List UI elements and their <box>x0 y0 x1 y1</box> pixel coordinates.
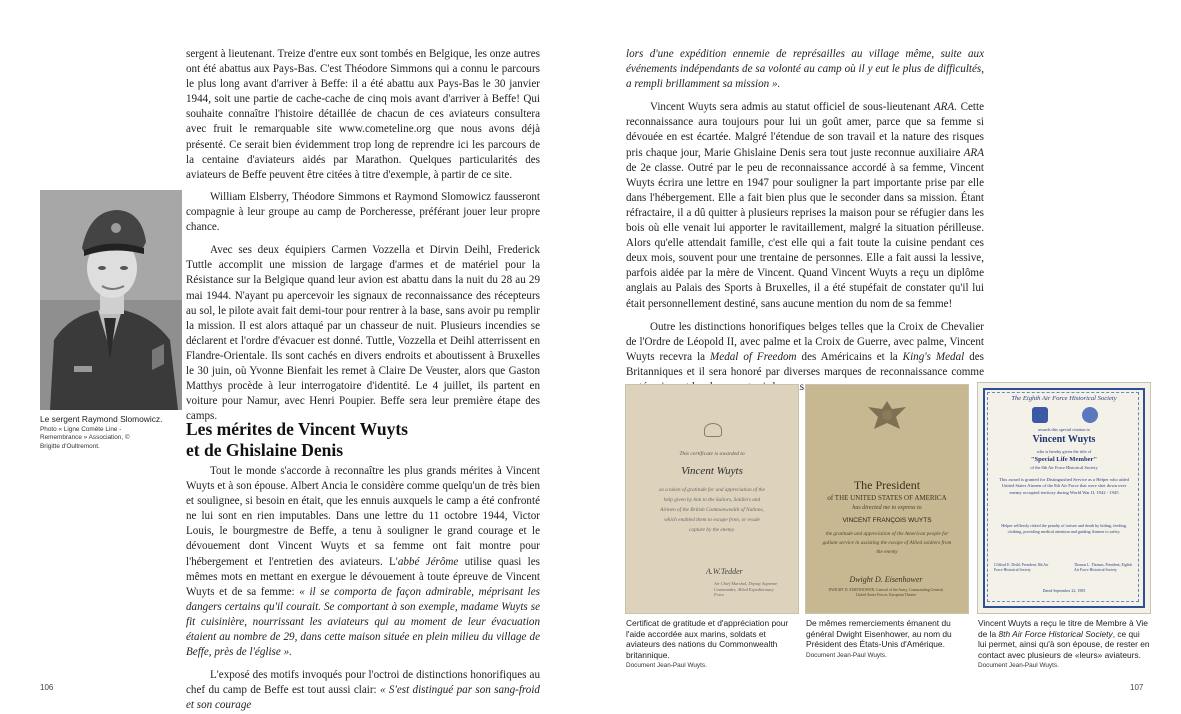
doc3-caption: Vincent Wuyts a reçu le titre de Membre à Vie de la 8th Air Force Historical Society, ce qui lui permet, ainsi qu'à son épouse, de rester en contact avec plusieurs de «leurs» aviateurs. Document Jean-Paul Wuyts. <box>978 618 1150 670</box>
photo-caption: Le sergent Raymond Slomowicz. <box>40 414 163 424</box>
certificate-us-document: The President of THE UNITED STATES OF AMERICA has directed me to express to VINCENT FRANÇOIS WUYTS the gratitude and appreciation of the American people for gallant service in assisting the escape of Allied soldiers from the enemy Dwight D. Eisenhower DWIGHT D. EISENHOWER, General of the Army, Commanding General, United States Forces, European Theater <box>806 385 968 613</box>
page-number-right: 107 <box>1130 683 1144 692</box>
paragraph-expose: L'exposé des motifs invoqués pour l'octroi de distinctions honorifiques au chef du camp de Beffe est tout aussi clair: « S'est distingué par son sang-froid et son courage <box>186 669 540 712</box>
paragraph-ara: Vincent Wuyts sera admis au statut officiel de sous-lieutenant ARA. Cette reconnaissance aura toujours pour lui un goût amer, parce que sa femme si dévouée en est écartée. Malgré l'étendue de son travail et la nature des risques pris chaque jour, Marie Ghislaine Denis sera tout juste reconnue auxiliaire ARA de 2e classe. Outré par le peu de reconnaissance accordé à sa femme, Vincent Wuyts écrira une lettre en 1947 pour souligner la part importante prise par elle dans l'hébergement. Elle a fait bien plus que le seconder dans sa mission. Étant réfractaire, il a dû quitter à plusieurs reprises la maison pour se réfugier dans les bois où elle venait lui apporter le ravitaillement, malgré la situation périlleuse. Alors qu'elle attendait famille, c'est elle qui a fait toute la cuisine pendant ces deux mois, souvent pour une trentaine de personnes. Elle a fait aussi la lessive, parfois aidée par la mère de Vincent. Quand Vincent Wuyts a reçu un diplôme anglais au Palais des Sports à Bruxelles, il a été stupéfait de constater qu'il lui était personnellement destiné, sans aucune mention du nom de sa femme! <box>626 101 984 310</box>
eagle-seal-icon <box>866 397 908 433</box>
section-heading: Les mérites de Vincent Wuyts et de Ghislaine Denis <box>186 419 408 460</box>
portrait-photo <box>40 190 182 410</box>
doc2-president: The President <box>853 478 921 492</box>
paragraph-vozzella: Avec ses deux équipiers Carmen Vozzella et Dirvin Deihl, Frederick Tuttle accomplit une mission de largage d'armes et de matériel pour la Résistance sur la Belgique quand leur avion est abattu dans la nuit du 28 au 29 mai 1944. N'ayant pu apercevoir les signaux de reconnaissance des récepteurs au sol, le pilote avait fait demi-tour pour rentrer à la base, sans avoir pu remplir la mission. Il est alors attaqué par un chasseur de nuit. Plusieurs incendies se déclarent et l'ordre d'évacuer est donné. Tuttle, Vozzella et Deihl atterrissent en Flandre-Orientale. Ils sont cachés en divers endroits et aboutissent à Bruxelles le 30 juin, où Yvonne Bienfait les remet à Claire De Veuster, alors que Gaston Matthys procède à leur interrogatoire d'identité. Le 4 juillet, ils partent en voiture pour Namur, avec Henri Poupier. Beffe sera leur première étape des camps. <box>186 244 540 423</box>
left-merites-text <box>186 464 540 714</box>
photo-credit: Photo « Ligne Comète Line - Remembrance » Association, © Brigitte d'Oultremont. <box>40 426 130 450</box>
left-intro-paragraph: sergent à lieutenant. Treize d'entre eux sont tombés en Belgique, les onze autres ont été abattus aux Pays-Bas. C'est Théodore Simmons qui a connu le parcours le plus long avant d'arriver à Beffe: il a été abattu aux Pays-Bas le 30 janvier 1944, soit une partie de cache-cache de cinq mois avant d'arriver à Beffe! Qui souhaite connaître l'histoire détaillée de chacun de ces aviateurs consultera avec fruit le remarquable site www.cometeline.org que nous avons déjà présenté. Ce serait bien évidemment trop long de reprendre ici les parcours de la centaine d'aviateurs aidés par Marathon. Quelques particularités des aviateurs de Beffe peuvent être citées à titre d'exemple, à partir de ce site. <box>186 48 540 181</box>
certificate-8th-air-force-document: The Eighth Air Force Historical Society awards this special citation to Vincent Wuyts who is hereby given the title of "Special Life Member" of the 8th Air Force Historical Society This award is granted for Distinguished Service as a Helper who aided United States Airmen of the 8th Air Force that were shot down over enemy occupied territory during World War II, 1942 - 1945 Helper selflessly risked the penalty of torture and death by hiding, feeding, clothing, providing medical attention and guiding Airmen to safety. Clifford E. Deihl, President, 8th Air Force Historical Society Thomas L. Thomas, President, Eighth Air Force Historical Society Dated September 22, 1985 <box>978 383 1150 613</box>
paragraph-distinctions: Outre les distinctions honorifiques belges telles que la Croix de Chevalier de l'Ordre de Léopold II, avec palme et la Croix de Guerre, avec palme, Vincent Wuyts recevra la Medal of Freedom des Américains et la King's Medal des Britanniques et il sera honoré par diverses marques de reconnaissance comme <box>626 320 984 378</box>
doc2-recipient-name: VINCENT FRANÇOIS WUYTS <box>842 517 932 524</box>
doc3-header: The Eighth Air Force Historical Society <box>1011 395 1117 402</box>
squadron-badge-left-icon <box>1032 407 1048 423</box>
doc3-recipient-name: Vincent Wuyts <box>1032 434 1096 445</box>
left-column-text <box>186 190 540 424</box>
soldier-portrait-image <box>40 190 182 410</box>
quote-continuation: lors d'une expédition ennemie de représailles au village même, suite aux événements indépendants de sa volonté au camp où il y eut le plus de difficultés, a rempli brillamment sa mission ». <box>626 48 984 91</box>
paragraph-merites: Tout le monde s'accorde à reconnaître les plus grands mérites à Vincent Wuyts et à son épouse. Albert Ancia le considère comme quelqu'un de très bien et soulignee, si besoin en était, que les ennuis auxquels le camp a été confronté ne lui sont en rien imputables. Dans une lettre du 11 octobre 1944, Victor Louis, le bourgmestre de Beffe, a tenu à souligner le grand courage et le dévouement dont Vincent Wuyts et sa femme ont fait montre pour l'hébergement et l'entretien des aviateurs. L'abbé Jérôme utilise quasi les mêmes mots en mettant en exergue le dévouement à toute épreuve de Vincent Wuyts et de sa femme: « il se comporta de façon admirable, méprisant les dangers certains qu'il courait. Se comportant à son exemple, madame Wuyts se fit cuisinière, nourrissant les aviateurs qui au moment de leur évacuation étaient au nombre de 29, dans cette maison située en plein milieu du village de Beffe, près de l'église ». <box>186 465 540 659</box>
paragraph-elsberry: William Elsberry, Théodore Simmons et Raymond Slomowicz fausseront compagnie à leur groupe au camp de Porcheresse, préférant jouer leur propre chance. <box>186 191 540 234</box>
royal-crest-icon <box>704 423 722 437</box>
certificate-british-document: This certificate is awarded to Vincent Wuyts as a token of gratitude for and appreciation of the help given by him to the Sailors, Soldiers and Airmen of the British Commonwealth of Nations, which enabled them to escape from, or evade capture by the enemy. A.W.Tedder Air Chief Marshal, Deputy Supreme Commander, Allied Expeditionary Force <box>626 385 798 613</box>
doc1-caption: Certificat de gratitude et d'appréciation pour l'aide accordée aux marins, soldats et aviateurs des nations du Commonwealth britannique. Document Jean-Paul Wuyts. <box>626 618 789 670</box>
doc1-recipient-name: Vincent Wuyts <box>681 465 743 477</box>
doc1-signature: A.W.Tedder <box>706 567 743 576</box>
squadron-badge-right-icon <box>1082 407 1098 423</box>
right-column-text <box>626 47 984 395</box>
doc2-signature: Dwight D. Eisenhower <box>849 575 923 584</box>
page-number-left: 106 <box>40 683 54 692</box>
doc2-caption: De mêmes remerciements émanent du général Dwight Eisenhower, au nom du Président des États-Unis d'Amérique. Document Jean-Paul Wuyts. <box>806 618 952 659</box>
